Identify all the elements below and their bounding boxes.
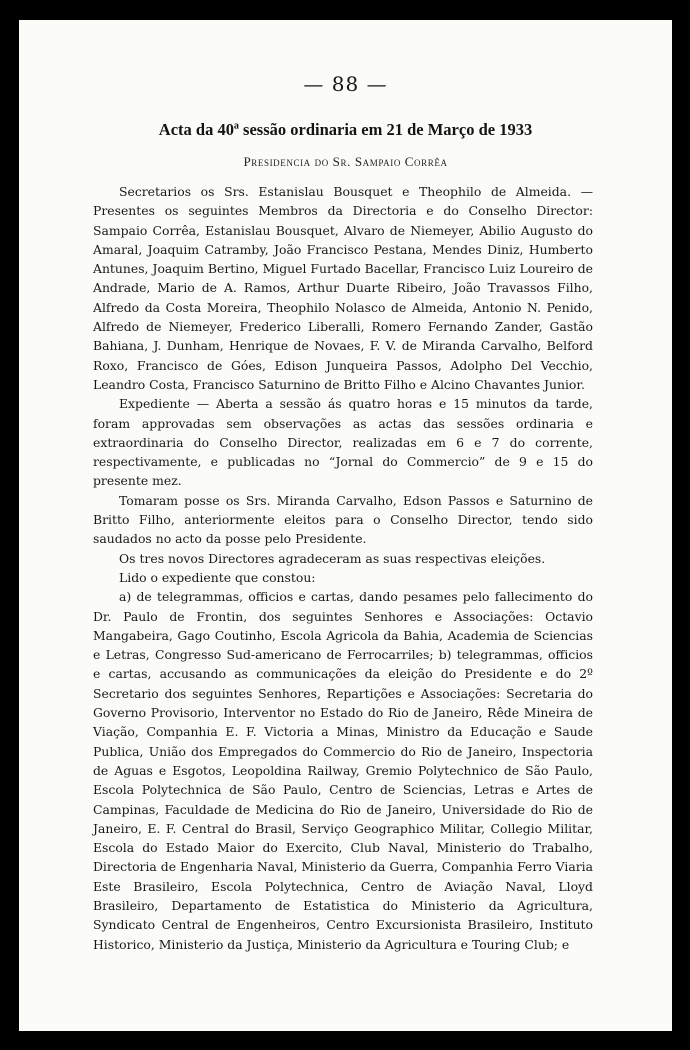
minutes-title: Acta da 40ª sessão ordinaria em 21 de Março de 1933 bbox=[158, 120, 533, 139]
paragraph-expediente-intro: Lido o expediente que constou: bbox=[119, 569, 316, 585]
presidency-line: Presidencia do Sr. Sampaio Corrêa bbox=[243, 154, 448, 169]
minutes-body bbox=[93, 182, 593, 954]
paragraph-expediente: Expediente — Aberta a sessão ás quatro horas e 15 minutos da tarde, foram approvadas sem observações as actas das sessões ordinaria e extraordinaria do Conselho Director, realizadas em 6 e 7 do corrente, respectivamente, e publicadas no “Jornal do Commercio” de 9 e 15 do presente mez. bbox=[93, 396, 593, 489]
page-number: — 88 — bbox=[303, 72, 388, 96]
document-page bbox=[19, 20, 672, 1031]
paragraph-thanks: Os tres novos Directores agradeceram as suas respectivas eleições. bbox=[119, 550, 546, 566]
paragraph-attendance: Secretarios os Srs. Estanislau Bousquet e Theophilo de Almeida. — Presentes os seguintes Membros da Directoria e do Conselho Director: Sampaio Corrêa, Estanislau Bousquet, Alvaro de Niemeyer, Abilio Augusto do Amaral, Joaquim Catramby, João Francisco Pestana, Mendes Diniz, Humberto Antunes, Joaquim Bertino, Miguel Furtado Bacellar, Francisco Luiz Loureiro de Andrade, Mario de A. Ramos, Arthur Duarte Ribeiro, João Travassos Filho, Alfredo da Costa Moreira, Theophilo Nolasco de Almeida, Antonio N. Penido, Alfredo de Niemeyer, Frederico Liberalli, Romero Fernando Zander, Gastão Bahiana, J. Dunham, Henrique de Novaes, F. V. de Miranda Carvalho, Belford Roxo, Francisco de Góes, Edison Junqueira Passos, Adolpho Del Vecchio, Leandro Costa, Francisco Saturnino de Britto Filho e Alcino Chavantes Junior. bbox=[93, 184, 593, 392]
paragraph-posse: Tomaram posse os Srs. Miranda Carvalho, Edson Passos e Saturnino de Britto Filho, anteriormente eleitos para o Conselho Director, tendo sido saudados no acto da posse pelo Presidente. bbox=[93, 492, 593, 547]
paragraph-correspondence: a) de telegrammas, officios e cartas, dando pesames pelo fallecimento do Dr. Paulo de Frontin, dos seguintes Senhores e Associações: Octavio Mangabeira, Gago Coutinho, Escola Agricola da Bahia, Academia de Sciencias e Letras, Congresso Sud-americano de Ferrocarriles; b) telegrammas, officios e cartas, accusando as communicações da eleição do Presidente e do 2º Secretario dos seguintes Senhores, Repartições e Associações: Secretaria do Governo Provisorio, Interventor no Estado do Rio de Janeiro, Rêde Mineira de Viação, Companhia E. F. Victoria a Minas, Ministro da Educação e Saude Publica, União dos Empregados do Commercio do Rio de Janeiro, Inspectoria de Aguas e Esgotos, Leopoldina Railway, Gremio Polytechnico de São Paulo, Escola Polytechnica de São Paulo, Centro de Sciencias, Letras e Artes de Campinas, Faculdade de Medicina do Rio de Janeiro, Universidade do Rio de Janeiro, E. F. Central do Brasil, Serviço Geographico Militar, Collegio Militar, Escola do Estado Maior do Exercito, Club Naval, Ministerio do Trabalho, Directoria de Engenharia Naval, Ministerio da Guerra, Companhia Ferro Viaria Este Brasileiro, Escola Polytechnica, Centro de Aviação Naval, Lloyd Brasileiro, Departamento de Estatistica do Ministerio da Agricultura, Syndicato Central de Engenheiros, Centro Excursionista Brasileiro, Instituto Historico, Ministerio da Justiça, Ministerio da Agricultura e Touring Club; e bbox=[93, 589, 593, 952]
